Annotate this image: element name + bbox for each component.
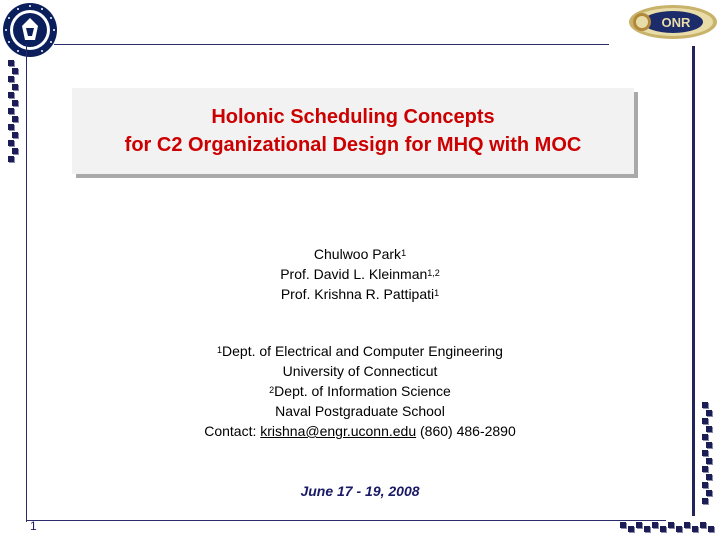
- affiliation-dept-1: [140, 341, 580, 361]
- decor-square: [12, 148, 18, 154]
- decor-square: [636, 522, 642, 528]
- frame-right-bar: [692, 46, 695, 516]
- decor-square: [660, 526, 666, 532]
- decor-square: [702, 482, 708, 488]
- author-name: Chulwoo Park: [313, 246, 402, 262]
- author-1: [180, 244, 540, 264]
- decor-square: [620, 522, 626, 528]
- decor-square: [702, 466, 708, 472]
- author-name: Prof. Krishna R. Pattipati: [280, 286, 435, 302]
- decor-square: [12, 68, 18, 74]
- decor-square: [8, 124, 14, 130]
- uconn-seal-logo: [2, 2, 58, 58]
- frame-left-line: [26, 44, 27, 522]
- svg-text:ONR: ONR: [661, 15, 691, 30]
- decor-square: [692, 526, 698, 532]
- author-list: [180, 244, 540, 304]
- decor-square: [702, 402, 708, 408]
- decor-square: [12, 100, 18, 106]
- decor-square: [644, 526, 650, 532]
- page-number: 1: [30, 519, 37, 533]
- author-3: [180, 284, 540, 304]
- contact-phone: (860) 486-2890: [416, 423, 516, 439]
- decor-square: [8, 108, 14, 114]
- author-superscript: 1: [434, 288, 440, 298]
- decor-square: [8, 76, 14, 82]
- dept-2-text: Dept. of Information Science: [274, 383, 451, 399]
- title-line-1: Holonic Scheduling Concepts: [211, 106, 495, 128]
- decor-square: [706, 474, 712, 480]
- affiliation-dept-2: [140, 381, 580, 401]
- decor-square: [668, 522, 674, 528]
- decor-square: [8, 156, 14, 162]
- title-box: [72, 88, 634, 174]
- decor-square: [706, 410, 712, 416]
- decor-square: [676, 526, 682, 532]
- frame-bottom-line: [26, 520, 666, 521]
- decor-square: [702, 418, 708, 424]
- affiliation-superscript: 1: [217, 345, 223, 355]
- author-superscript: 1,2: [427, 268, 440, 278]
- contact-email-link[interactable]: krishna@engr.uconn.edu: [260, 423, 417, 439]
- contact-label: Contact:: [204, 423, 261, 439]
- author-name: Prof. David L. Kleinman: [280, 266, 428, 282]
- decor-square: [12, 84, 18, 90]
- frame-top-line: [54, 44, 609, 45]
- decor-square: [706, 458, 712, 464]
- decor-square: [700, 522, 706, 528]
- decor-square: [702, 434, 708, 440]
- decor-square: [706, 490, 712, 496]
- decor-square: [8, 60, 14, 66]
- contact-line: [140, 421, 580, 441]
- affiliation-univ-1: University of Connecticut: [282, 363, 438, 379]
- author-2: [180, 264, 540, 284]
- decor-square: [702, 450, 708, 456]
- decor-square: [652, 522, 658, 528]
- affiliation-univ-2: Naval Postgraduate School: [275, 403, 445, 419]
- decor-square: [12, 132, 18, 138]
- decor-square: [706, 426, 712, 432]
- presentation-date: June 17 - 19, 2008: [300, 483, 420, 499]
- affiliations: [140, 341, 580, 441]
- decor-square: [702, 498, 708, 504]
- decor-square: [706, 442, 712, 448]
- author-superscript: 1: [401, 248, 407, 258]
- title-line-2: for C2 Organizational Design for MHQ with MOC: [124, 134, 582, 156]
- decor-square: [12, 116, 18, 122]
- decor-square: [8, 140, 14, 146]
- affiliation-superscript: 2: [269, 385, 275, 395]
- decor-square: [8, 92, 14, 98]
- dept-1-text: Dept. of Electrical and Computer Engineering: [222, 343, 503, 359]
- onr-logo: [628, 4, 718, 40]
- decor-square: [684, 522, 690, 528]
- decor-square: [708, 526, 714, 532]
- decor-square: [628, 526, 634, 532]
